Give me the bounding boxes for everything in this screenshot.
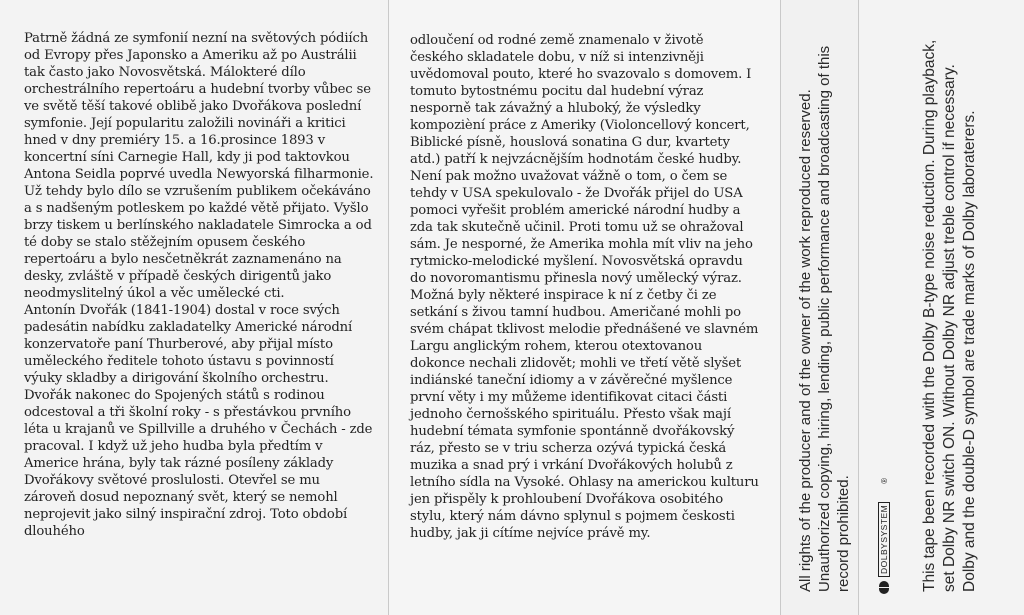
double-d-icon bbox=[879, 581, 889, 594]
fold-line bbox=[858, 0, 859, 615]
dolby-note: This tape been recorded with the Dolby B-type noise reduction. During playback, set Dolby NR switch ON. Without Dolby NR adjust treble control if necessary. Dolby and the double-D symbol are trade marks of Dolby laboraterers. bbox=[921, 39, 978, 592]
paragraph: Patrně žádná ze symfonií nezní na světových pódiích od Evropy přes Japonsko a Ameriku až po Austrálii tak často jako Novosvětská. Málokteré dílo orchestrálního repertoáru a hudební tvorby vůbec se ve světě těší takové oblibě jako Dvořákova poslední symfonie. Její popularitu založili novináři a kritici hned v dny premiéry 15. a 16.prosince 1893 v koncertní síni Carnegie Hall, kdy ji pod taktovkou Antona Seidla poprvé uvedla Newyorská filharmonie. Už tehdy bylo dílo se vzrušením publikem očekáváno a s nadšeným potleskem po každé větě přijato. Vyšlo brzy tiskem u berlínského nakladatele Simrocka a od té doby se stalo stěžejním opusem českého repertoáru a bylo nesčetněkrát zaznamenáno na desky, zvláště v případě českých dirigentů jako neodmyslitelný úkol a věc umělecké cti. bbox=[24, 31, 374, 301]
rights-notice: All rights of the producer and of the owner of the work reproduced reserved. Unauthorized copying, hiring, lending, public performance and broadcasting of this record prohibited. bbox=[797, 45, 852, 592]
text-column-1 bbox=[24, 30, 374, 540]
dolby-logo bbox=[878, 478, 890, 594]
paragraph: Antonín Dvořák (1841-1904) dostal v roce svých padesátin nabídku zakladatelky Americké národní konzervatoře paní Thurberové, aby přijal místo uměleckého ředitele tohoto ústavu s povinností výuky skladby a dirigování školního orchestru. Dvořák nakonec do Spojených států s rodinou odcestoval a tři školní roky - s přestávkou prvního léta u krajanů ve Spillville a druhého v Čechách - zde pracoval. I když už jeho hudba byla předtím v Americe hrána, byly tak rázné posíleny základy Dvořákovy světové proslulosti. Otevřel se mu zároveň dosud nepoznaný svět, který se nemohl neprojevit jako silný inspirační zdroj. Toto období dlouhého bbox=[24, 303, 373, 539]
left-panel bbox=[0, 0, 388, 615]
paragraph: odloučení od rodné země znamenalo v životě českého skladatele dobu, v níž si intenzivněji uvědomoval pouto, které ho svazovalo s domovem. I tomuto bytostnému pocitu dal hudební výraz nesporně tak závažný a hluboký, že výsledky kompozièní práce z Ameriky (Violoncellový koncert, Biblické písně, houslová sonatina G dur, kvartety atd.) patří k nejvzácnějším hodnotám české hudby. bbox=[410, 33, 752, 167]
middle-panel bbox=[388, 0, 780, 615]
registered-mark: ® bbox=[879, 477, 889, 484]
paragraph: Není pak možno uvažovat vážně o tom, o čem se tehdy v USA spekulovalo - že Dvořák přijel do USA pomoci vyřešit problém americké národní hudby a zda tak skutečně učinil. Proti tomu už se ohražoval sám. Je nesporné, že Amerika mohla mít vliv na jeho rytmicko-melodické myšlení. Novosvětská opravdu do novoromantismu přinesla nový umělecký výraz. Možná byly některé inspirace k ní z četby či ze setkání s živou tamní hudbou. Američané mohli po svém chápat tklivost melodie přednášené ve slavném Largu anglickým rohem, kterou otextovanou dokonce nechali zlidovět; mohli ve třetí větě slyšet indiánské taneční idiomy a v závěrečné myšlence první věty i my můžeme identifikovat citaci části jednoho černošského spirituálu. Přesto však mají hudební témata symfonie spontánně dvořákovský ráz, přesto se v triu scherza ozývá typická česká muzika a snad prý i vrkání Dvořákových holubů z letního sídla na Vysoké. Ohlasy na americkou kulturu jen přispěly k prohloubení Dvořákova osobitého stylu, který nám dávno splynul s pojmem českosti hudby, jak ji cítíme nejvíce právě my. bbox=[410, 169, 759, 541]
dolby-logo-text: DOLBYSYSTEM bbox=[878, 502, 890, 577]
text-column-2 bbox=[410, 32, 760, 542]
fold-line bbox=[388, 0, 389, 615]
fold-line bbox=[780, 0, 781, 615]
